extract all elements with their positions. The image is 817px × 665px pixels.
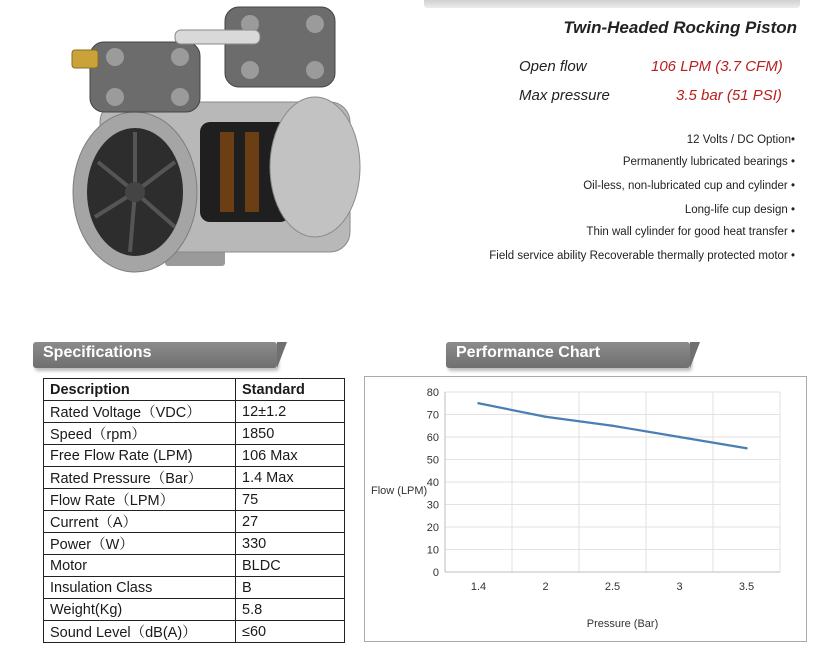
table-header-row <box>44 379 345 401</box>
spec-description-cell: Weight(Kg) <box>44 599 236 621</box>
specifications-header: Specifications <box>33 342 277 368</box>
spec-description-cell: Current（A） <box>44 511 236 533</box>
data-point <box>544 416 546 418</box>
x-tick-label: 2 <box>542 581 549 593</box>
table-row <box>44 423 345 445</box>
y-tick-label: 70 <box>426 409 439 422</box>
spec-description-cell: Insulation Class <box>44 577 236 599</box>
spec-standard-cell: 1850 <box>236 423 345 445</box>
y-tick-label: 80 <box>426 387 439 399</box>
data-point <box>611 425 613 427</box>
table-row <box>44 511 345 533</box>
spec-standard-cell: 330 <box>236 533 345 555</box>
spec-standard-cell: BLDC <box>236 555 345 577</box>
y-tick-label: 0 <box>432 567 439 579</box>
y-tick-label: 40 <box>426 477 439 489</box>
x-tick-label: 2.5 <box>604 581 621 593</box>
spec-description-cell: Sound Level（dB(A)） <box>44 621 236 643</box>
x-tick-label: 3.5 <box>738 581 755 593</box>
max-pressure-label: Max pressure <box>519 87 610 104</box>
x-tick-label: 3 <box>676 581 683 593</box>
spec-standard-cell: 1.4 Max <box>236 467 345 489</box>
y-tick-label: 60 <box>426 432 439 444</box>
x-axis-label: Pressure (Bar) <box>586 618 659 630</box>
table-row <box>44 555 345 577</box>
open-flow-value: 106 LPM (3.7 CFM) <box>651 58 783 75</box>
table-row <box>44 577 345 599</box>
performance-chart-svg <box>365 377 808 643</box>
table-row <box>44 621 345 643</box>
feature-item: Permanently lubricated bearings • <box>622 156 795 168</box>
table-row <box>44 467 345 489</box>
spec-description-cell: Description <box>44 379 236 401</box>
y-axis-label: Flow (LPM) <box>371 485 428 497</box>
open-flow-label: Open flow <box>519 58 587 75</box>
spec-standard-cell: 12±1.2 <box>236 401 345 423</box>
spec-standard-cell: ≤60 <box>236 621 345 643</box>
performance-chart-header: Performance Chart <box>446 342 690 368</box>
header-accent-bar <box>424 0 800 8</box>
feature-item: 12 Volts / DC Option• <box>686 134 795 146</box>
feature-item: Thin wall cylinder for good heat transfer • <box>586 226 795 238</box>
table-row <box>44 489 345 511</box>
spec-description-cell: Speed（rpm） <box>44 423 236 445</box>
table-row <box>44 445 345 467</box>
data-point <box>477 402 479 404</box>
y-tick-label: 30 <box>426 499 439 512</box>
spec-standard-cell: 5.8 <box>236 599 345 621</box>
spec-standard-cell: 106 Max <box>236 445 345 467</box>
spec-standard-cell: Standard <box>236 379 345 401</box>
y-tick-label: 50 <box>426 454 439 467</box>
max-pressure-value: 3.5 bar (51 PSI) <box>676 87 782 104</box>
data-point <box>745 447 747 449</box>
table-row <box>44 533 345 555</box>
spec-description-cell: Rated Voltage（VDC） <box>44 401 236 423</box>
pump-product-image <box>60 2 370 287</box>
spec-standard-cell: 27 <box>236 511 345 533</box>
y-tick-label: 20 <box>426 522 439 534</box>
spec-standard-cell: B <box>236 577 345 599</box>
spec-description-cell: Flow Rate（LPM） <box>44 489 236 511</box>
feature-item: Oil-less, non-lubricated cup and cylinder • <box>583 180 795 192</box>
spec-description-cell: Motor <box>44 555 236 577</box>
feature-item: Long-life cup design • <box>684 204 795 216</box>
feature-item: Field service ability Recoverable thermally protected motor • <box>489 250 795 262</box>
performance-chart <box>364 376 807 642</box>
x-tick-label: 1.4 <box>470 581 487 593</box>
data-point <box>678 436 680 438</box>
product-title: Twin-Headed Rocking Piston <box>563 18 797 37</box>
spec-description-cell: Power（W） <box>44 533 236 555</box>
table-row <box>44 599 345 621</box>
spec-description-cell: Free Flow Rate (LPM) <box>44 445 236 467</box>
table-row <box>44 401 345 423</box>
specifications-table <box>43 378 345 643</box>
y-tick-label: 10 <box>426 544 439 557</box>
spec-standard-cell: 75 <box>236 489 345 511</box>
spec-description-cell: Rated Pressure（Bar） <box>44 467 236 489</box>
